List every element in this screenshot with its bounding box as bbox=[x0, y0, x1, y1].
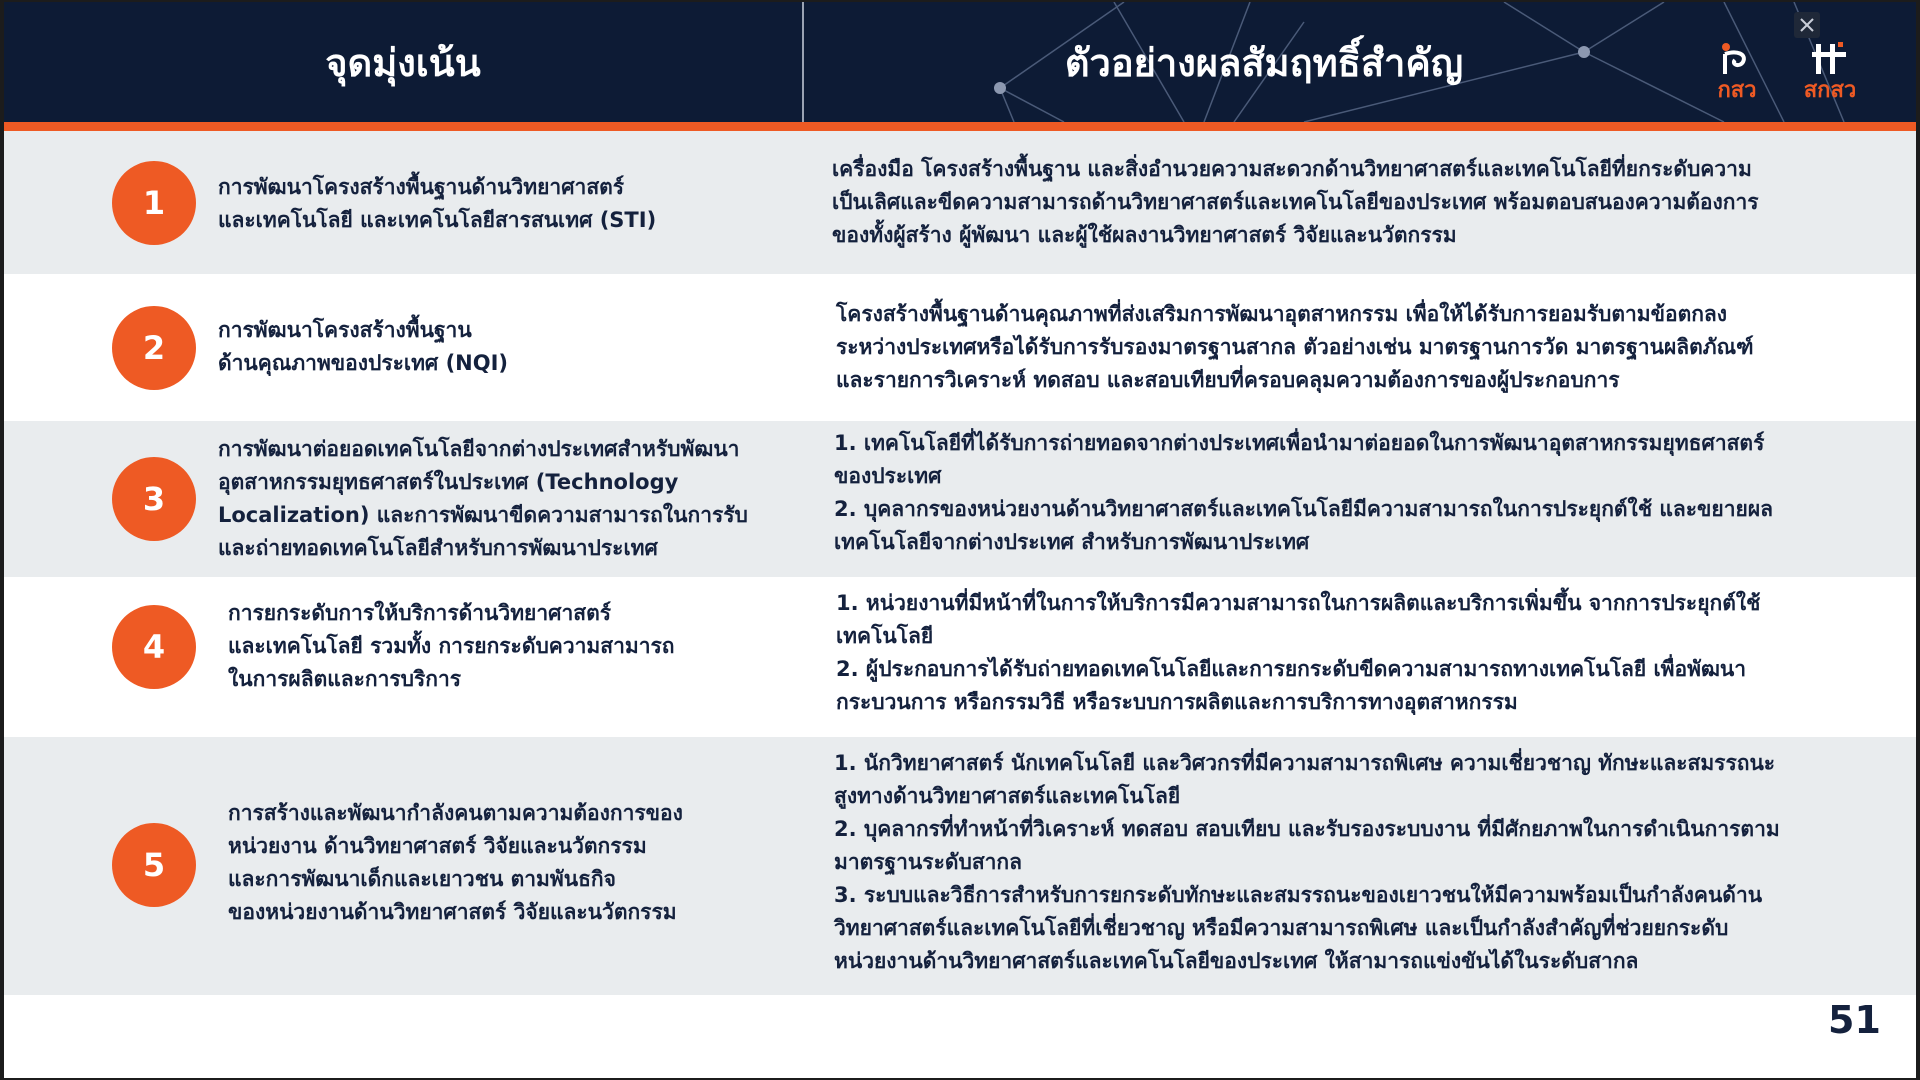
result-text: 1. นักวิทยาศาสตร์ นักเทคโนโลยี และวิศวกรที่มีความสามารถพิเศษ ความเชี่ยวชาญ ทักษะและสมรรถนะ สูงทางด้านวิทยาศาสตร์และเทคโนโลยี 2. บุคลากรที่ทำหน้าที่วิเคราะห์ ทดสอบ สอบเทียบ และรับรองระบบงาน ที่มีศักยภาพในการดำเนินการตาม มาตรฐานระดับสากล 3. ระบบและวิธีการสำหรับการยกระดับทักษะและสมรรถนะของเยาวชนให้มีความพร้อมเป็นกำลังคนด้าน วิทยาศาสตร์และเทคโนโลยีที่เชี่ยวชาญ หรือมีความสามารถพิเศษ และเป็นกำลังสำคัญที่ช่วยยกระดับ หน่วยงานด้านวิทยาศาสตร์และเทคโนโลยีของประเทศ ให้สามารถแข่งขันได้ในระดับสากล bbox=[834, 751, 1780, 973]
close-icon[interactable] bbox=[1794, 12, 1820, 38]
slide bbox=[4, 2, 1916, 1078]
row-number-badge: 5 bbox=[112, 823, 196, 907]
tsri-logo bbox=[1704, 40, 1770, 102]
page-number: 51 bbox=[1828, 998, 1881, 1042]
table-row bbox=[4, 577, 1916, 737]
row-number-badge: 4 bbox=[112, 605, 196, 689]
tsri-office-logo-text: สกสว bbox=[1803, 78, 1857, 103]
result-text: 1. หน่วยงานที่มีหน้าที่ในการให้บริการมีความสามารถในการผลิตและบริการเพิ่มขึ้น จากการประยุกต์ใช้ เทคโนโลยี 2. ผู้ประกอบการได้รับถ่ายทอดเทคโนโลยีและการยกระดับขีดความสามารถทางเทคโนโลยี เพื่อพัฒนา กระบวนการ หรือกรรมวิธี หรือระบบการผลิตและการบริการทางอุตสาหกรรม bbox=[836, 591, 1761, 714]
focus-column-title: จุดมุ่งเน้น bbox=[325, 40, 481, 85]
focus-text: การยกระดับการให้บริการด้านวิทยาศาสตร์ และเทคโนโลยี รวมทั้ง การยกระดับความสามารถ ในการผลิตและการบริการ bbox=[228, 601, 675, 691]
result-text: โครงสร้างพื้นฐานด้านคุณภาพที่ส่งเสริมการพัฒนาอุตสาหกรรม เพื่อให้ได้รับการยอมรับตามข้อตกลง ระหว่างประเทศหรือได้รับการรับรองมาตรฐานสากล ตัวอย่างเช่น มาตรฐานการวัด มาตรฐานผลิตภัณฑ์ และรายการวิเคราะห์ ทดสอบ และสอบเทียบที่ครอบคลุมความต้องการของผู้ประกอบการ bbox=[836, 302, 1754, 392]
row-number-badge: 1 bbox=[112, 161, 196, 245]
focus-text: การสร้างและพัฒนากำลังคนตามความต้องการของ หน่วยงาน ด้านวิทยาศาสตร์ วิจัยและนวัตกรรม และการพัฒนาเด็กและเยาวชน ตามพันธกิจ ของหน่วยงานด้านวิทยาศาสตร์ วิจัยและนวัตกรรม bbox=[228, 801, 683, 924]
row-number-badge: 3 bbox=[112, 457, 196, 541]
table-row bbox=[4, 274, 1916, 421]
result-text: 1. เทคโนโลยีที่ได้รับการถ่ายทอดจากต่างประเทศเพื่อนำมาต่อยอดในการพัฒนาอุตสาหกรรมยุทธศาสตร์ ของประเทศ 2. บุคลากรของหน่วยงานด้านวิทยาศาสตร์และเทคโนโลยีมีความสามารถในการประยุกต์ใช้ และขยายผล เทคโนโลยีจากต่างประเทศ สำหรับการพัฒนาประเทศ bbox=[834, 431, 1773, 554]
header-accent-bar bbox=[4, 122, 1916, 131]
result-text: เครื่องมือ โครงสร้างพื้นฐาน และสิ่งอำนวยความสะดวกด้านวิทยาศาสตร์และเทคโนโลยีที่ยกระดับความ เป็นเลิศและขีดความสามารถด้านวิทยาศาสตร์และเทคโนโลยีของประเทศ พร้อมตอบสนองความต้องการ ของทั้งผู้สร้าง ผู้พัฒนา และผู้ใช้ผลงานวิทยาศาสตร์ วิจัยและนวัตกรรม bbox=[832, 157, 1759, 247]
table-row bbox=[4, 737, 1916, 995]
table-row bbox=[4, 131, 1916, 274]
focus-text: การพัฒนาโครงสร้างพื้นฐานด้านวิทยาศาสตร์ และเทคโนโลยี และเทคโนโลยีสารสนเทศ (STI) bbox=[218, 175, 657, 232]
tsri-logo-icon bbox=[1717, 40, 1757, 76]
focus-text: การพัฒนาต่อยอดเทคโนโลยีจากต่างประเทศสำหรับพัฒนา อุตสาหกรรมยุทธศาสตร์ในประเทศ (Technology Localization) และการพัฒนาขีดความสามารถในการรับ และถ่ายทอดเทคโนโลยีสำหรับการพัฒนาประเทศ bbox=[218, 437, 748, 560]
tsri-office-logo-icon bbox=[1810, 40, 1850, 76]
table-header bbox=[4, 2, 1916, 122]
results-column-title: ตัวอย่างผลสัมฤทธิ์สำคัญ bbox=[1064, 40, 1464, 85]
table-row bbox=[4, 421, 1916, 577]
tsri-office-logo bbox=[1794, 40, 1866, 102]
focus-text: การพัฒนาโครงสร้างพื้นฐาน ด้านคุณภาพของประเทศ (NQI) bbox=[218, 318, 509, 375]
row-number-badge: 2 bbox=[112, 306, 196, 390]
tsri-logo-text: กสว bbox=[1717, 78, 1757, 103]
